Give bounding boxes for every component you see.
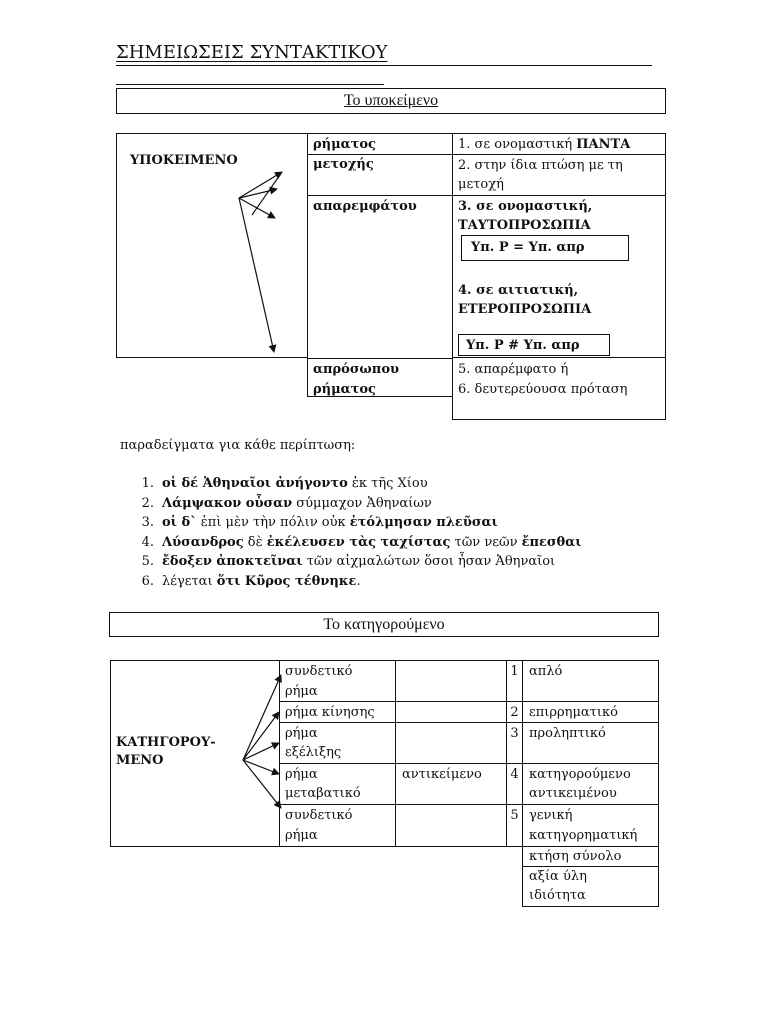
page-title: ΣΗΜΕΙΩΣΕΙΣ ΣΥΝΤΑΚΤΙΚΟΥ <box>116 42 388 63</box>
kind-5-line1: γενική <box>529 808 573 823</box>
example-item: 3. οἱ δ` ἐπὶ μὲν τὴν πόλιν οὐκ ἐτόλμησαν πλεῦσαι <box>141 515 498 530</box>
examples-intro: παραδείγματα για κάθε περίπτωση: <box>120 438 356 453</box>
section-heading-predicate: Το κατηγορούμενο <box>109 612 659 637</box>
kind-3: προληπτικό <box>529 726 606 741</box>
predicate-label-line2: ΜΕΝΟ <box>116 753 164 768</box>
section-heading-subject: Το υποκείμενο <box>116 88 666 114</box>
kind-num-3: 3 <box>510 726 519 741</box>
formula-same-subject: Υπ. Ρ = Υπ. απρ <box>471 240 585 255</box>
example-item: 4. Λύσανδρος δὲ ἐκέλευσεν τὰς ταχίστας τῶν νεῶν ἔπεσθαι <box>141 534 582 550</box>
formula-different-subject: Υπ. Ρ # Υπ. απρ <box>466 338 580 353</box>
type-impersonal-line2: ρήματος <box>313 382 376 397</box>
rule-5: 5. απαρέμφατο ή <box>458 362 569 377</box>
verb-4-line2: μεταβατικό <box>285 786 361 801</box>
verb-4-line1: ρήμα <box>285 767 318 782</box>
arrow-predicate-3 <box>243 743 279 760</box>
kind-4-line2: αντικειμένου <box>529 786 617 801</box>
example-item: 5. ἔδοξεν ἀποκτεῖναι τῶν αἰχμαλώτων ὅσοι ἦσαν Ἀθηναῖοι <box>141 554 556 569</box>
kind-num-4: 4 <box>510 767 519 782</box>
rule-6: 6. δευτερεύουσα πρόταση <box>458 382 628 397</box>
type-impersonal-line1: απρόσωπου <box>313 362 400 377</box>
kind-4-line1: κατηγορούμενο <box>529 767 631 782</box>
verb-3-line1: ρήμα <box>285 726 318 741</box>
rule-2: 2. στην ίδια πτώση με τη μετοχή <box>458 158 623 192</box>
rule-4-line2: ΕΤΕΡΟΠΡΟΣΩΠΙΑ <box>458 302 592 317</box>
type-verb: ρήματος <box>313 137 376 152</box>
verb-5-line1: συνδετικό <box>285 808 353 823</box>
type-participle: μετοχής <box>313 157 374 172</box>
example-item: 1. οἱ δέ Ἀθηναῖοι ἀνήγοντο ἐκ τῆς Χίου <box>141 476 428 491</box>
subject-label: ΥΠΟΚΕΙΜΕΝΟ <box>130 153 238 168</box>
example-item: 2. Λάμψακον οὖσαν σύμμαχον Ἀθηναίων <box>141 495 432 511</box>
rule-4-line1: 4. σε αιτιατική, <box>458 283 579 298</box>
kind-num-1: 1 <box>510 664 519 679</box>
rule-3-line2: ΤΑΥΤΟΠΡΟΣΩΠΙΑ <box>458 218 591 233</box>
verb-1-line1: συνδετικό <box>285 664 353 679</box>
verb-1-line2: ρήμα <box>285 684 318 699</box>
object-label: αντικείμενο <box>402 767 482 782</box>
example-item: 6. λέγεται ὅτι Κῦρος τέθνηκε. <box>141 573 361 589</box>
extra-2-line2: ιδιότητα <box>529 888 586 903</box>
verb-3-line2: εξέλιξης <box>285 745 342 760</box>
verb-2-line1: ρήμα κίνησης <box>285 705 375 720</box>
kind-5-line2: κατηγορηματική <box>529 828 638 843</box>
extra-2-line1: αξία ύλη <box>529 869 587 884</box>
rule-3-line1: 3. σε ονομαστική, <box>458 199 593 214</box>
extra-1: κτήση σύνολο <box>529 849 622 864</box>
verb-5-line2: ρήμα <box>285 828 318 843</box>
kind-1: απλό <box>529 664 563 679</box>
kind-num-2: 2 <box>510 705 519 720</box>
kind-num-5: 5 <box>510 808 519 823</box>
kind-2: επιρρηματικό <box>529 705 618 720</box>
rule-1: 1. σε ονομαστική ΠΑΝΤΑ <box>458 137 631 152</box>
predicate-label-line1: ΚΑΤΗΓΟΡΟΥ- <box>116 735 216 750</box>
type-infinitive: απαρεμφάτου <box>313 199 417 214</box>
